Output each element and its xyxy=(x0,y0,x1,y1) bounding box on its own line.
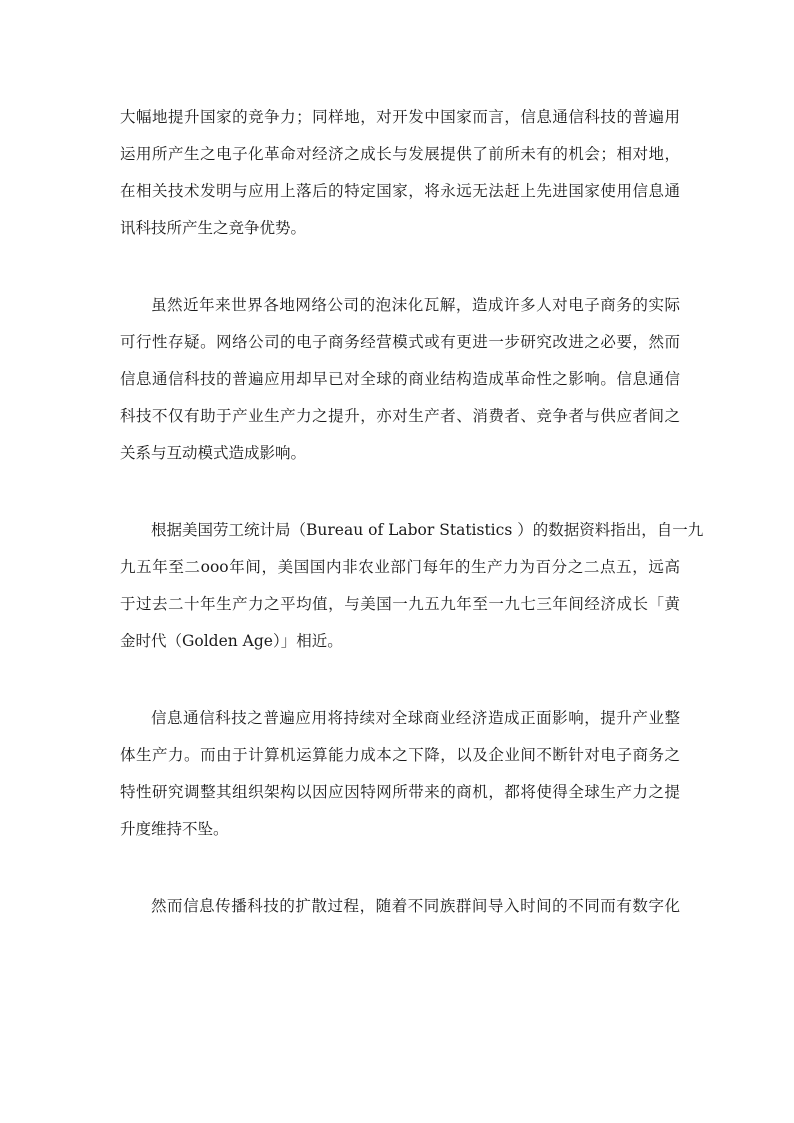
paragraph-line: 九五年至二ooo年间，美国国内非农业部门每年的生产力为百分之二点五，远高 xyxy=(120,558,680,576)
paragraph-line: 根据美国劳工统计局（Bureau of Labor Statistics ）的数据资料指出，自一九 xyxy=(151,521,704,539)
paragraph-line: 虽然近年来世界各地网络公司的泡沫化瓦解，造成许多人对电子商务的实际 xyxy=(151,296,680,314)
paragraph-line: 在相关技术发明与应用上落后的特定国家，将永远无法赶上先进国家使用信息通 xyxy=(120,182,680,200)
paragraph-line: 信息通信科技的普遍应用却早已对全球的商业结构造成革命性之影响。信息通信 xyxy=(120,370,680,388)
paragraph-4 xyxy=(120,700,680,848)
paragraph-line: 金时代（Golden Age）」相近。 xyxy=(120,632,343,650)
paragraph-line: 然而信息传播科技的扩散过程，随着不同族群间导入时间的不同而有数字化 xyxy=(151,897,680,915)
paragraph-5 xyxy=(120,888,680,925)
paragraph-line: 讯科技所产生之竞争优势。 xyxy=(120,219,307,237)
paragraph-line: 升度维持不坠。 xyxy=(120,820,229,838)
paragraph-2 xyxy=(120,287,680,472)
paragraph-line: 关系与互动模式造成影响。 xyxy=(120,444,307,462)
paragraph-line: 运用所产生之电子化革命对经济之成长与发展提供了前所未有的机会；相对地， xyxy=(120,145,680,163)
paragraph-line: 特性研究调整其组织架构以因应因特网所带来的商机，都将使得全球生产力之提 xyxy=(120,783,680,801)
paragraph-line: 大幅地提升国家的竞争力；同样地，对开发中国家而言，信息通信科技的普遍用 xyxy=(120,108,680,126)
paragraph-line: 于过去二十年生产力之平均值，与美国一九五九年至一九七三年间经济成长「黄 xyxy=(120,595,680,613)
paragraph-line: 信息通信科技之普遍应用将持续对全球商业经济造成正面影响，提升产业整 xyxy=(151,709,680,727)
paragraph-3 xyxy=(120,512,704,660)
document-body xyxy=(120,99,704,965)
paragraph-line: 可行性存疑。网络公司的电子商务经营模式或有更进一步研究改进之必要，然而 xyxy=(120,333,680,351)
paragraph-line: 科技不仅有助于产业生产力之提升，亦对生产者、消费者、竞争者与供应者间之 xyxy=(120,407,680,425)
paragraph-line: 体生产力。而由于计算机运算能力成本之下降，以及企业间不断针对电子商务之 xyxy=(120,746,680,764)
paragraph-1 xyxy=(120,99,680,247)
